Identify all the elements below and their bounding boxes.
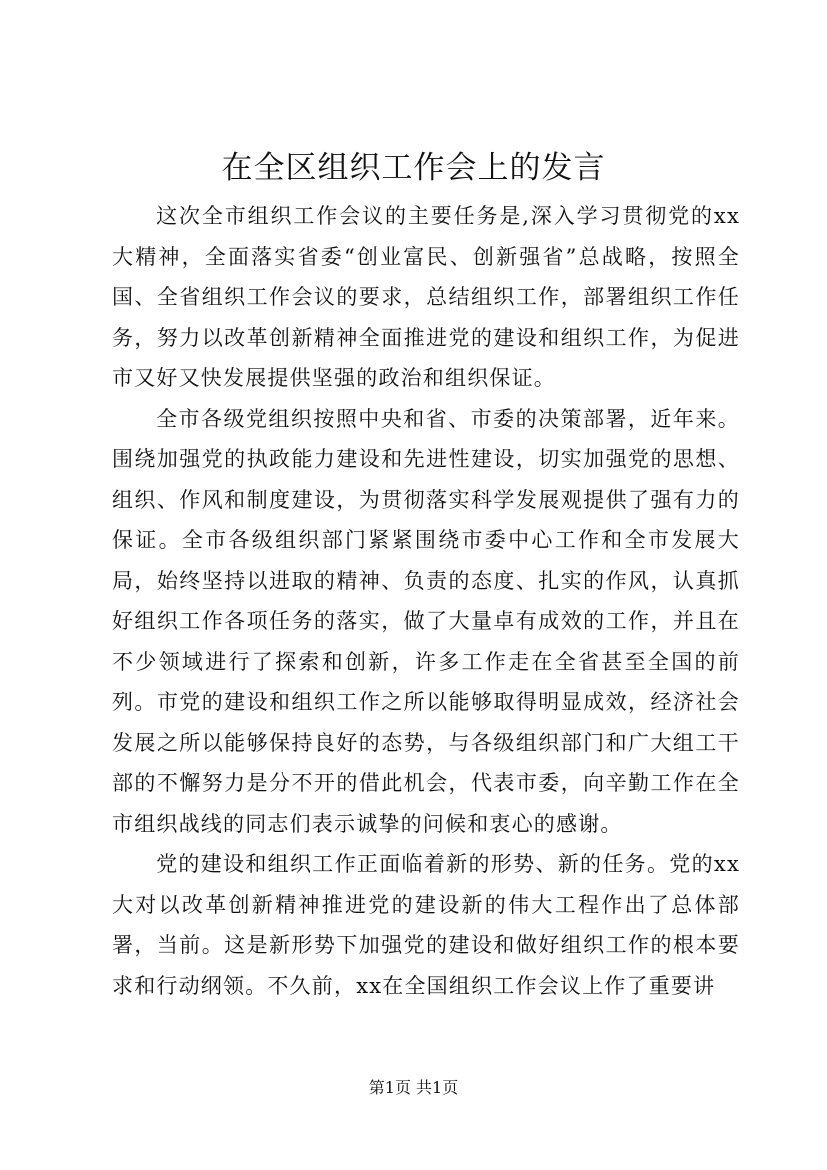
document-body [112,196,740,1006]
document-title: 在全区组织工作会上的发言 [221,150,606,186]
paragraph-2: 全市各级党组织按照中央和省、市委的决策部署，近年来。围绕加强党的执政能力建设和先进性建设，切实加强党的思想、组织、作风和制度建设，为贯彻落实科学发展观提供了强有力的保证。全市各级组织部门紧紧围绕市委中心工作和全市发展大局，始终坚持以进取的精神、负责的态度、扎实的作风，认真抓好组织工作各项任务的落实，做了大量卓有成效的工作，并且在不少领域进行了探索和创新，许多工作走在全省甚至全国的前列。市党的建设和组织工作之所以能够取得明显成效，经济社会发展之所以能够保持良好的态势，与各级组织部门和广大组工干部的不懈努力是分不开的借此机会，代表市委，向辛勤工作在全市组织战线的同志们表示诚挚的问候和衷心的感谢。 [112,406,740,836]
paragraph-3: 党的建设和组织工作正面临着新的形势、新的任务。党的xx大对以改革创新精神推进党的建设新的伟大工程作出了总体部署，当前。这是新形势下加强党的建设和做好组织工作的根本要求和行动纲领。不久前，xx在全国组织工作会议上作了重要讲 [112,852,740,998]
page-number-footer: 第1页 共1页 [368,1078,459,1097]
paragraph-1: 这次全市组织工作会议的主要任务是,深入学习贯彻党的xx大精神，全面落实省委“创业富民、创新强省”总战略，按照全国、全省组织工作会议的要求，总结组织工作，部署组织工作任务，努力以改革创新精神全面推进党的建设和组织工作，为促进市又好又快发展提供坚强的政治和组织保证。 [112,204,740,390]
